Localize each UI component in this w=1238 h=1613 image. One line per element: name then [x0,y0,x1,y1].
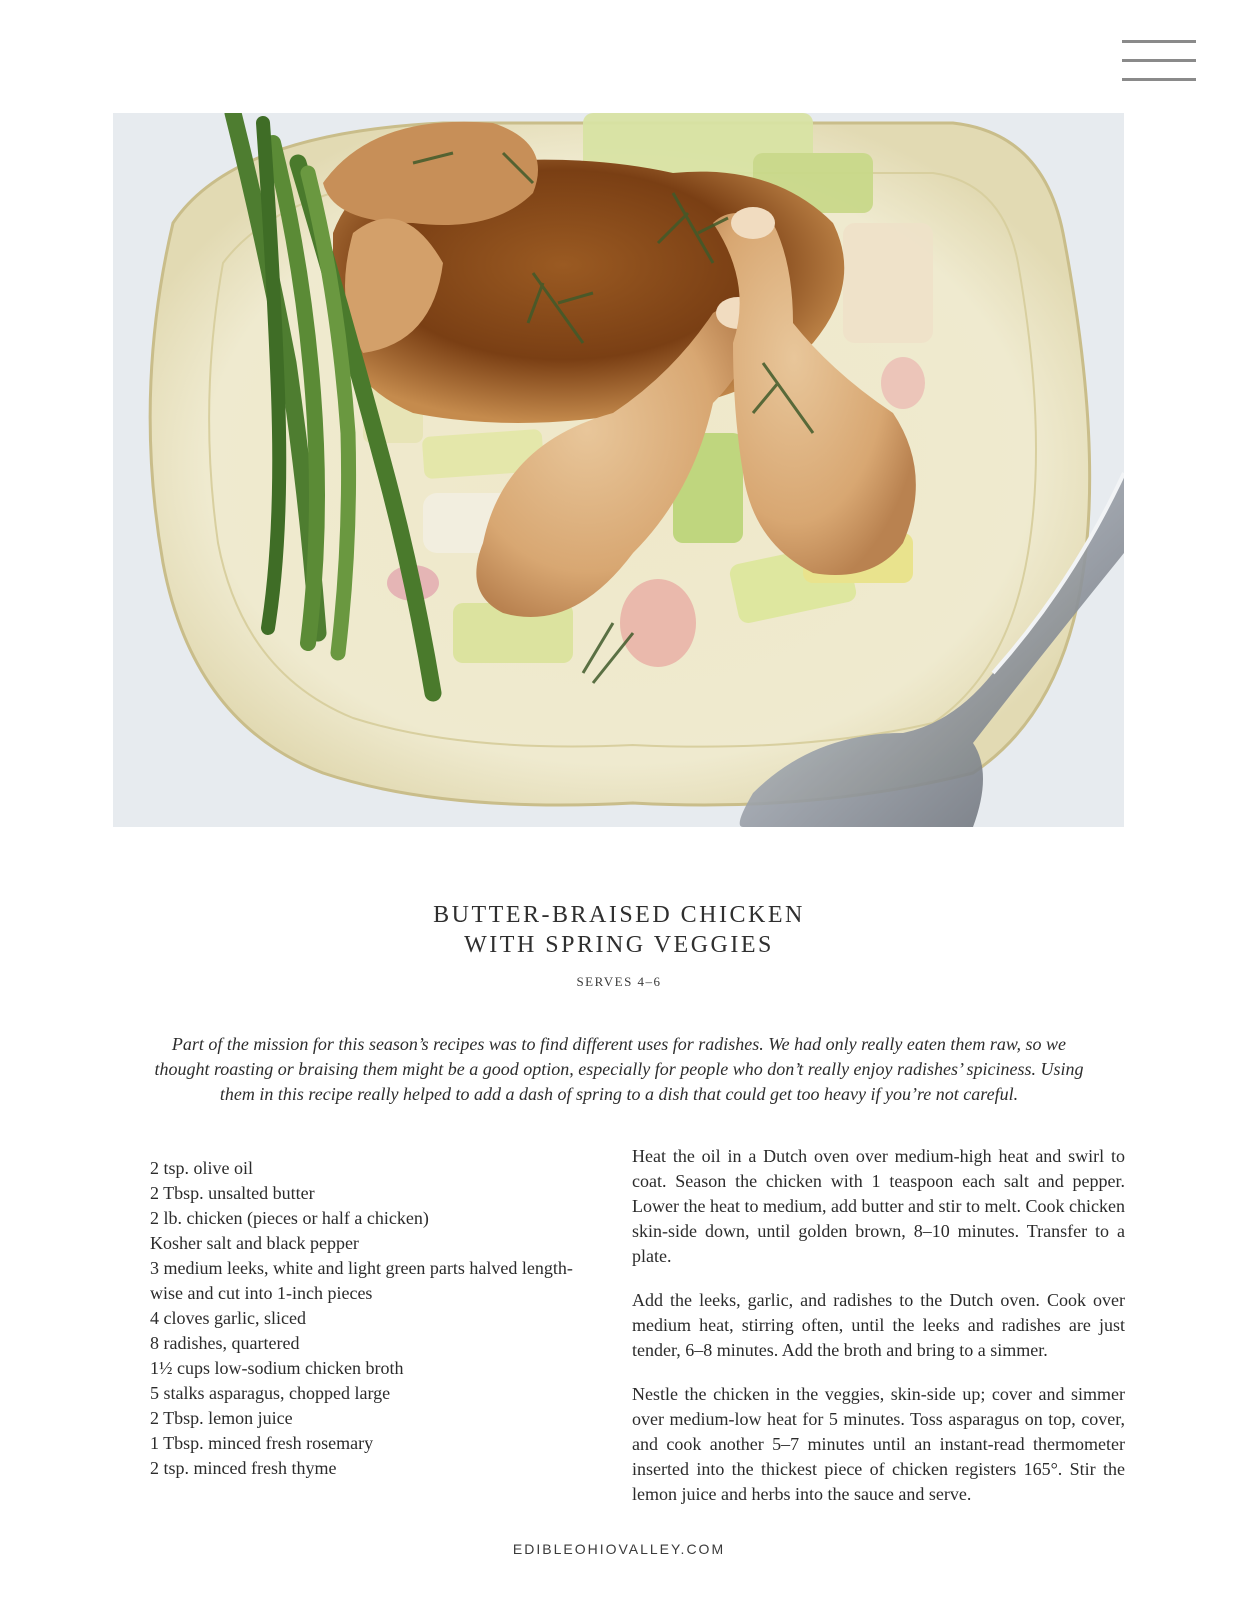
recipe-title-line-2: WITH SPRING VEGGIES [464,932,774,958]
recipe-title [0,900,1238,960]
ingredient-item: 1 Tbsp. minced fresh rosemary [150,1433,374,1453]
serves-label: SERVES 4–6 [576,974,662,989]
ingredient-item: 1½ cups low-sodium chicken broth [150,1358,404,1378]
method-step: Add the leeks, garlic, and radishes to the Dutch oven. Cook over medium heat, stirring often, until the leeks and radishes are just tender, 6–8 minutes. Add the broth and bring to a simmer. [632,1290,1125,1360]
menu-bar [1122,59,1196,62]
ingredient-item: 4 cloves garlic, sliced [150,1308,306,1328]
ingredient-item: 8 radishes, quartered [150,1333,300,1353]
ingredient-item: 3 medium leeks, white and light green parts halved length-wise and cut into 1-inch pieces [150,1258,573,1303]
method-step: Nestle the chicken in the veggies, skin-side up; cover and simmer over medium-low heat for 5 minutes. Toss asparagus on top, cover, and cook another 5–7 minutes until an instant-read thermometer inserted into the thickest piece of chicken registers 165°. Stir the lemon juice and herbs into the sauce and serve. [632,1384,1125,1504]
roast-chicken-photo [113,113,1124,827]
method-steps [632,1144,1125,1526]
ingredient-list [150,1156,600,1481]
ingredient-item: 2 tsp. minced fresh thyme [150,1458,337,1478]
ingredient-item: 5 stalks asparagus, chopped large [150,1383,391,1403]
ingredient-item: Kosher salt and black pepper [150,1233,359,1253]
menu-bar [1122,40,1196,43]
footer-url-link[interactable]: EDIBLEOHIOVALLEY.COM [512,1541,726,1557]
ingredient-item: 2 lb. chicken (pieces or half a chicken) [150,1208,429,1228]
menu-bar [1122,78,1196,81]
recipe-title-line-1: BUTTER-BRAISED CHICKEN [433,902,805,928]
ingredient-item: 2 tsp. olive oil [150,1158,253,1178]
hamburger-menu-icon[interactable] [1122,38,1196,84]
method-step: Heat the oil in a Dutch oven over medium-high heat and swirl to coat. Season the chicken with 1 teaspoon each salt and pepper. Lower the heat to medium, add butter and stir to melt. Cook chicken skin-side down, until golden brown, 8–10 minutes. Transfer to a plate. [632,1146,1125,1266]
recipe-intro: Part of the mission for this season’s recipes was to find different uses for radishes. We had only really eaten them raw, so we thought roasting or braising them might be a good option, especially for people who don’t really enjoy radishes’ spiciness. Using them in this recipe really helped to add a dash of spring to a dish that could get too heavy if you’re not careful. [154,1034,1084,1104]
ingredient-item: 2 Tbsp. lemon juice [150,1408,293,1428]
ingredient-item: 2 Tbsp. unsalted butter [150,1183,315,1203]
